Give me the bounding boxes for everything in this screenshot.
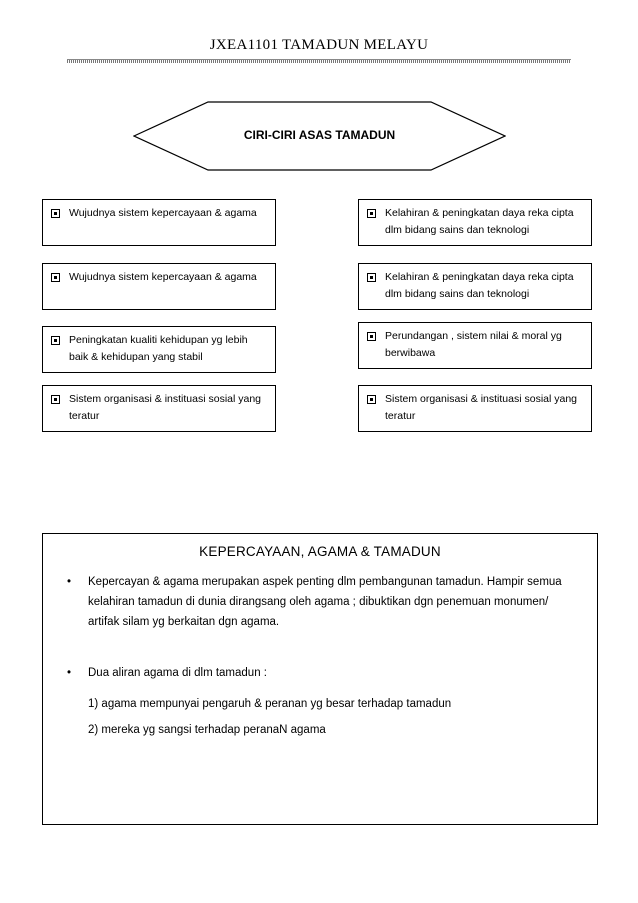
diagram-title: CIRI-CIRI ASAS TAMADUN <box>243 128 396 142</box>
page-header-title: JXEA1101 TAMADUN MELAYU <box>209 37 429 53</box>
bullet-item-2 <box>67 663 577 683</box>
info-box <box>42 533 598 825</box>
sub-item-1: 1) agama mempunyai pengaruh & peranan yg besar terhadap tamadun <box>88 698 452 710</box>
bullet-item-1 <box>67 572 577 632</box>
checkbox-bullet-icon <box>51 273 60 282</box>
left-item-4 <box>42 385 276 432</box>
left-item-1 <box>42 199 276 246</box>
left-item-4-text: Sistem organisasi & instituasi sosial yang teratur <box>69 393 262 422</box>
right-item-1-text: Kelahiran & peningkatan daya reka cipta dlm bidang sains dan teknologi <box>385 207 574 236</box>
checkbox-bullet-icon <box>51 209 60 218</box>
right-item-1 <box>358 199 592 246</box>
bullet-item-2-text: Dua aliran agama di dlm tamadun : <box>88 667 267 679</box>
right-item-4 <box>358 385 592 432</box>
sub-item-2: 2) mereka yg sangsi terhadap peranaN agama <box>88 724 326 736</box>
left-item-1-text: Wujudnya sistem kepercayaan & agama <box>69 207 257 219</box>
left-item-2 <box>42 263 276 310</box>
info-title: KEPERCAYAAN, AGAMA & TAMADUN <box>199 544 441 559</box>
checkbox-bullet-icon <box>367 209 376 218</box>
header-rule <box>67 59 571 63</box>
left-item-2-text: Wujudnya sistem kepercayaan & agama <box>69 271 257 283</box>
left-item-3 <box>42 326 276 373</box>
left-item-3-text: Peningkatan kualiti kehidupan yg lebih baik & kehidupan yang stabil <box>69 334 248 363</box>
checkbox-bullet-icon <box>367 332 376 341</box>
checkbox-bullet-icon <box>367 395 376 404</box>
checkbox-bullet-icon <box>367 273 376 282</box>
right-item-3-text: Perundangan , sistem nilai & moral yg berwibawa <box>385 330 562 359</box>
bullet-item-1-text: Kepercayan & agama merupakan aspek penting dlm pembangunan tamadun. Hampir semua kelahiran tamadun di dunia dirangsang oleh agama ; dibuktikan dgn penemuan monumen/ artifak silam yg berkaitan dgn agama. <box>88 576 562 628</box>
checkbox-bullet-icon <box>51 336 60 345</box>
bullet-dot-icon: • <box>67 576 72 588</box>
right-item-2-text: Kelahiran & peningkatan daya reka cipta dlm bidang sains dan teknologi <box>385 271 574 300</box>
right-item-2 <box>358 263 592 310</box>
right-item-3 <box>358 322 592 369</box>
checkbox-bullet-icon <box>51 395 60 404</box>
bullet-dot-icon: • <box>67 667 72 679</box>
right-item-4-text: Sistem organisasi & instituasi sosial yang teratur <box>385 393 578 422</box>
